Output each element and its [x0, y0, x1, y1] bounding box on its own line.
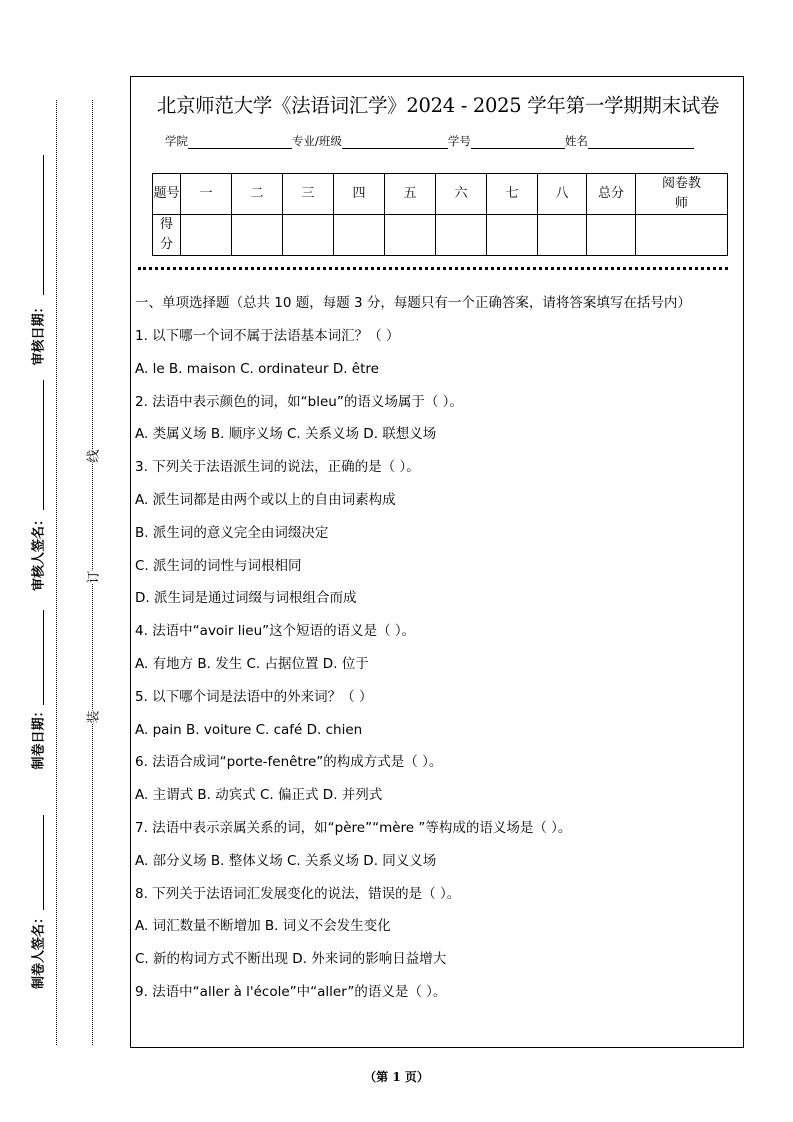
score-header-cell: 一	[181, 174, 232, 215]
question-line: 9. 法语中“aller à l'école”中“aller”的语义是（ ）。	[135, 983, 447, 1000]
field-id-label: 学号	[447, 134, 471, 148]
question-line: C. 派生词的词性与词根相同	[135, 557, 302, 574]
student-info-row	[165, 133, 694, 149]
score-table-header-row	[153, 174, 728, 215]
dotted-separator	[138, 267, 728, 270]
reviewer-signature-label: 审核人签名：	[31, 512, 47, 592]
score-cell[interactable]	[436, 215, 487, 256]
question-line: 3. 下列关于法语派生词的说法，正确的是（ ）。	[135, 459, 420, 476]
question-line: 1. 以下哪一个词不属于法语基本词汇？（ ）	[135, 328, 400, 344]
question-line: 8. 下列关于法语词汇发展变化的说法，错误的是（ ）。	[135, 885, 461, 902]
score-row-label: 得分	[153, 215, 181, 256]
exam-title: 北京师范大学《法语词汇学》2024 - 2025 学年第一学期期末试卷	[156, 94, 720, 117]
score-header-cell: 总分	[587, 174, 636, 215]
field-id-input[interactable]	[471, 136, 565, 149]
field-college-input[interactable]	[188, 136, 292, 149]
score-cell[interactable]	[334, 215, 385, 256]
question-line: B. 派生词的意义完全由词缀决定	[135, 524, 329, 541]
question-line: 6. 法语合成词“porte-fenêtre”的构成方式是（ ）。	[135, 754, 443, 771]
score-header-cell: 五	[385, 174, 436, 215]
exam-author-signature-label: 制卷人签名：	[31, 910, 47, 990]
score-table	[152, 173, 728, 256]
field-college-label: 学院	[165, 134, 188, 148]
score-cell[interactable]	[385, 215, 436, 256]
question-section	[135, 289, 735, 1009]
review-date-label: 审核日期：	[31, 300, 47, 366]
score-cell[interactable]	[232, 215, 283, 256]
question-line: 2. 法语中表示颜色的词，如“bleu”的语义场属于（ ）。	[135, 393, 463, 410]
score-header-cell: 七	[487, 174, 538, 215]
score-cell[interactable]	[587, 215, 636, 256]
question-line: 7. 法语中表示亲属关系的词，如“père”“mère ”等构成的语义场是（ ）。	[135, 819, 572, 836]
exam-date-label: 制卷日期：	[31, 704, 47, 770]
binding-dotted-line-outer	[56, 100, 57, 1045]
score-table-score-row	[153, 215, 728, 256]
page-footer: （第 1 页）	[364, 1070, 429, 1084]
question-line: A. 部分义场 B. 整体义场 C. 关系义场 D. 同义义场	[135, 852, 437, 869]
question-line: 4. 法语中“avoir lieu”这个短语的语义是（ ）。	[135, 623, 416, 640]
question-line: A. 有地方 B. 发生 C. 占据位置 D. 位于	[135, 655, 369, 672]
score-header-cell: 四	[334, 174, 385, 215]
score-header-cell: 二	[232, 174, 283, 215]
field-name-input[interactable]	[588, 136, 694, 149]
score-cell[interactable]	[636, 215, 728, 256]
binding-char-line: 线	[81, 449, 104, 462]
question-line: 5. 以下哪个词是法语中的外来词？（ ）	[135, 688, 373, 705]
question-line: A. le B. maison C. ordinateur D. être	[135, 360, 379, 377]
field-name-label: 姓名	[564, 134, 588, 148]
score-cell[interactable]	[487, 215, 538, 256]
question-line: A. 派生词都是由两个或以上的自由词素构成	[135, 491, 396, 508]
question-line: D. 派生词是通过词缀与词根组合而成	[135, 590, 357, 607]
question-line: A. pain B. voiture C. café D. chien	[135, 721, 363, 738]
score-header-cell: 三	[283, 174, 334, 215]
review-date-line	[43, 155, 44, 295]
question-line: C. 新的构词方式不断出现 D. 外来词的影响日益增大	[135, 951, 447, 968]
binding-char-bind: 装	[81, 710, 104, 723]
question-line: A. 主谓式 B. 动宾式 C. 偏正式 D. 并列式	[135, 787, 383, 804]
score-header-cell: 阅卷教师	[636, 174, 728, 215]
question-line: A. 词汇数量不断增加 B. 词义不会发生变化	[135, 918, 391, 935]
question-line: A. 类属义场 B. 顺序义场 C. 关系义场 D. 联想义场	[135, 426, 437, 443]
exam-author-signature-line	[43, 815, 44, 910]
binding-char-staple: 订	[81, 570, 104, 583]
reviewer-signature-line	[43, 380, 44, 510]
score-cell[interactable]	[538, 215, 587, 256]
field-major-input[interactable]	[342, 136, 448, 149]
exam-date-line	[43, 610, 44, 705]
score-cell[interactable]	[283, 215, 334, 256]
score-header-cell: 题号	[153, 174, 181, 215]
field-major-label: 专业/班级	[292, 134, 342, 148]
score-header-cell: 八	[538, 174, 587, 215]
score-cell[interactable]	[181, 215, 232, 256]
score-header-cell: 六	[436, 174, 487, 215]
exam-frame	[130, 76, 744, 1048]
section-heading: 一、单项选择题（总共 10 题，每题 3 分，每题只有一个正确答案，请将答案填写在括号内）	[135, 295, 691, 311]
